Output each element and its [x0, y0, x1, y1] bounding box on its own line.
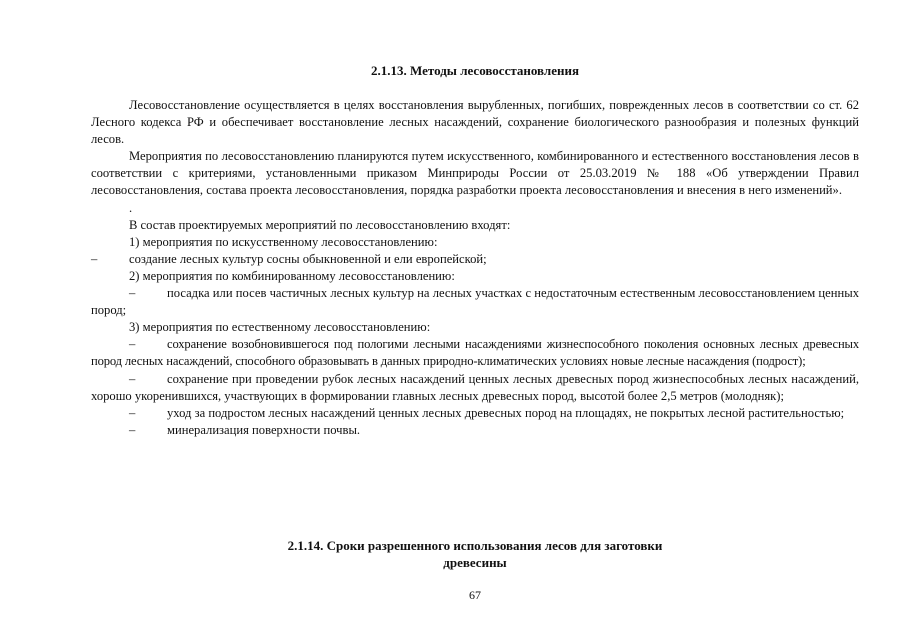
- dash-marker: –: [91, 251, 98, 266]
- list-item: – сохранение возобновившегося под пологими лесными насаждениями жизнеспособного поколения основных лесных древесных пород лесных насаждений, способного образовывать в данных природно-климатических условиях новые лесные насаждения (подрост);: [91, 337, 859, 369]
- paragraph-reforestation-planning: Мероприятия по лесовосстановлению планируются путем искусственного, комбинированного и естественного восстановления лесов в соответствии с критериями, установленными приказом Минприроды России от 25.03.2019 № 188 «Об утверждении Правил лесовосстановления, состава проекта лесовосстановления, порядка разработки проекта лесовосстановления и внесения в него изменений».: [91, 149, 859, 198]
- list-item: – посадка или посев частичных лесных культур на лесных участках с недостаточным естественным лесовосстановлением ценных пород;: [91, 286, 859, 318]
- group-heading-combined: 2) мероприятия по комбинированному лесовосстановлению:: [129, 268, 455, 283]
- paragraph-stray-dot: .: [129, 200, 133, 215]
- dash-marker: –: [129, 371, 136, 386]
- list-item: – минерализация поверхности почвы.: [91, 422, 859, 439]
- body-text: [91, 97, 859, 439]
- list-item: – уход за подростом лесных насаждений ценных лесных древесных пород на площадях, не покрытых лесной растительностью;: [91, 405, 859, 422]
- page-number: 67: [469, 588, 481, 602]
- paragraph-reforestation-purpose: Лесовосстановление осуществляется в целях восстановления вырубленных, погибших, поврежденных лесов в соответствии со ст. 62 Лесного кодекса РФ и обеспечивает восстановление лесных насаждений, сохранение биологического разнообразия и полезных функций лесов.: [91, 98, 859, 147]
- section-title-line-1: 2.1.14. Сроки разрешенного использования лесов для заготовки: [287, 538, 663, 553]
- list-item: – сохранение при проведении рубок лесных насаждений ценных лесных древесных пород жизнеспособных лесных насаждений, хорошо укоренившихся, участвующих в формировании главных лесных древесных пород, высотой более 2,5 метров (молодняк);: [91, 371, 859, 403]
- list-item: – создание лесных культур сосны обыкновенной и ели европейской;: [91, 251, 859, 268]
- dash-marker: –: [129, 337, 136, 352]
- list-intro: В состав проектируемых мероприятий по лесовосстановлению входят:: [129, 217, 511, 232]
- group-heading-artificial: 1) мероприятия по искусственному лесовосстановлению:: [129, 234, 438, 249]
- section-title-2-1-13: 2.1.13. Методы лесовосстановления: [371, 63, 579, 78]
- group-heading-natural: 3) мероприятия по естественному лесовосстановлению:: [129, 320, 431, 335]
- dash-marker: –: [129, 286, 136, 301]
- dash-marker: –: [129, 405, 136, 420]
- dash-marker: –: [129, 422, 136, 437]
- section-title-line-2: древесины: [443, 555, 507, 570]
- section-title-2-1-14: [91, 537, 859, 571]
